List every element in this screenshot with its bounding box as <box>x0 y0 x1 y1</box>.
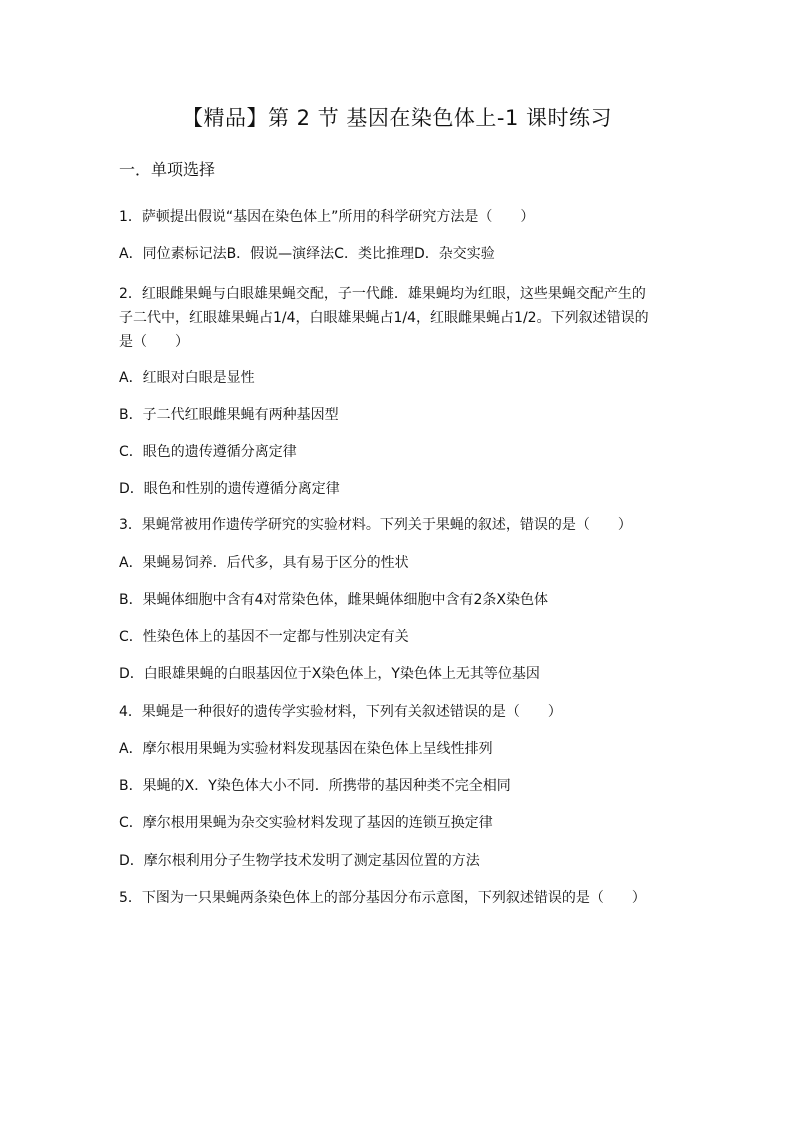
question-3-stem: 3．果蝇常被用作遗传学研究的实验材料。下列关于果蝇的叙述，错误的是（ ） <box>119 517 632 533</box>
question-1-options: A．同位素标记法B．假说—演绎法C．类比推理D．杂交实验 <box>119 246 495 262</box>
question-3-option-b: B．果蝇体细胞中含有4对常染色体，雌果蝇体细胞中含有2条X染色体 <box>119 592 549 608</box>
question-3-option-a: A．果蝇易饲养．后代多，具有易于区分的性状 <box>119 555 409 571</box>
question-4-option-b: B．果蝇的X．Y染色体大小不同．所携带的基因种类不完全相同 <box>119 778 511 794</box>
question-2-stem-line: 子二代中，红眼雄果蝇占1/4，白眼雄果蝇占1/4，红眼雌果蝇占1/2。下列叙述错误的 <box>119 310 649 326</box>
question-2-option-d: D．眼色和性别的遗传遵循分离定律 <box>119 481 340 497</box>
question-1-stem: 1．萨顿提出假说“基因在染色体上”所用的科学研究方法是（ ） <box>119 209 535 225</box>
question-4-option-a: A．摩尔根用果蝇为实验材料发现基因在染色体上呈线性排列 <box>119 741 493 757</box>
question-2-stem-line: 是（ ） <box>119 334 189 350</box>
page-title: 【精品】第 2 节 基因在染色体上-1 课时练习 <box>182 106 612 130</box>
question-5-stem: 5．下图为一只果蝇两条染色体上的部分基因分布示意图，下列叙述错误的是（ ） <box>119 890 646 906</box>
question-2-option-b: B．子二代红眼雌果蝇有两种基因型 <box>119 407 339 423</box>
question-2-stem <box>119 282 679 354</box>
question-3-option-c: C．性染色体上的基因不一定都与性别决定有关 <box>119 629 409 645</box>
section-heading: 一．单项选择 <box>119 160 216 179</box>
question-2-option-a: A．红眼对白眼是显性 <box>119 370 255 386</box>
question-4-option-c: C．摩尔根用果蝇为杂交实验材料发现了基因的连锁互换定律 <box>119 815 493 831</box>
question-4-option-d: D．摩尔根利用分子生物学技术发明了测定基因位置的方法 <box>119 853 480 869</box>
question-3-option-d: D．白眼雄果蝇的白眼基因位于X染色体上，Y染色体上无其等位基因 <box>119 666 540 682</box>
question-2-stem-line: 2．红眼雌果蝇与白眼雄果蝇交配，子一代雌．雄果蝇均为红眼，这些果蝇交配产生的 <box>119 286 646 302</box>
question-2-option-c: C．眼色的遗传遵循分离定律 <box>119 444 297 460</box>
question-4-stem: 4．果蝇是一种很好的遗传学实验材料，下列有关叙述错误的是（ ） <box>119 704 562 720</box>
